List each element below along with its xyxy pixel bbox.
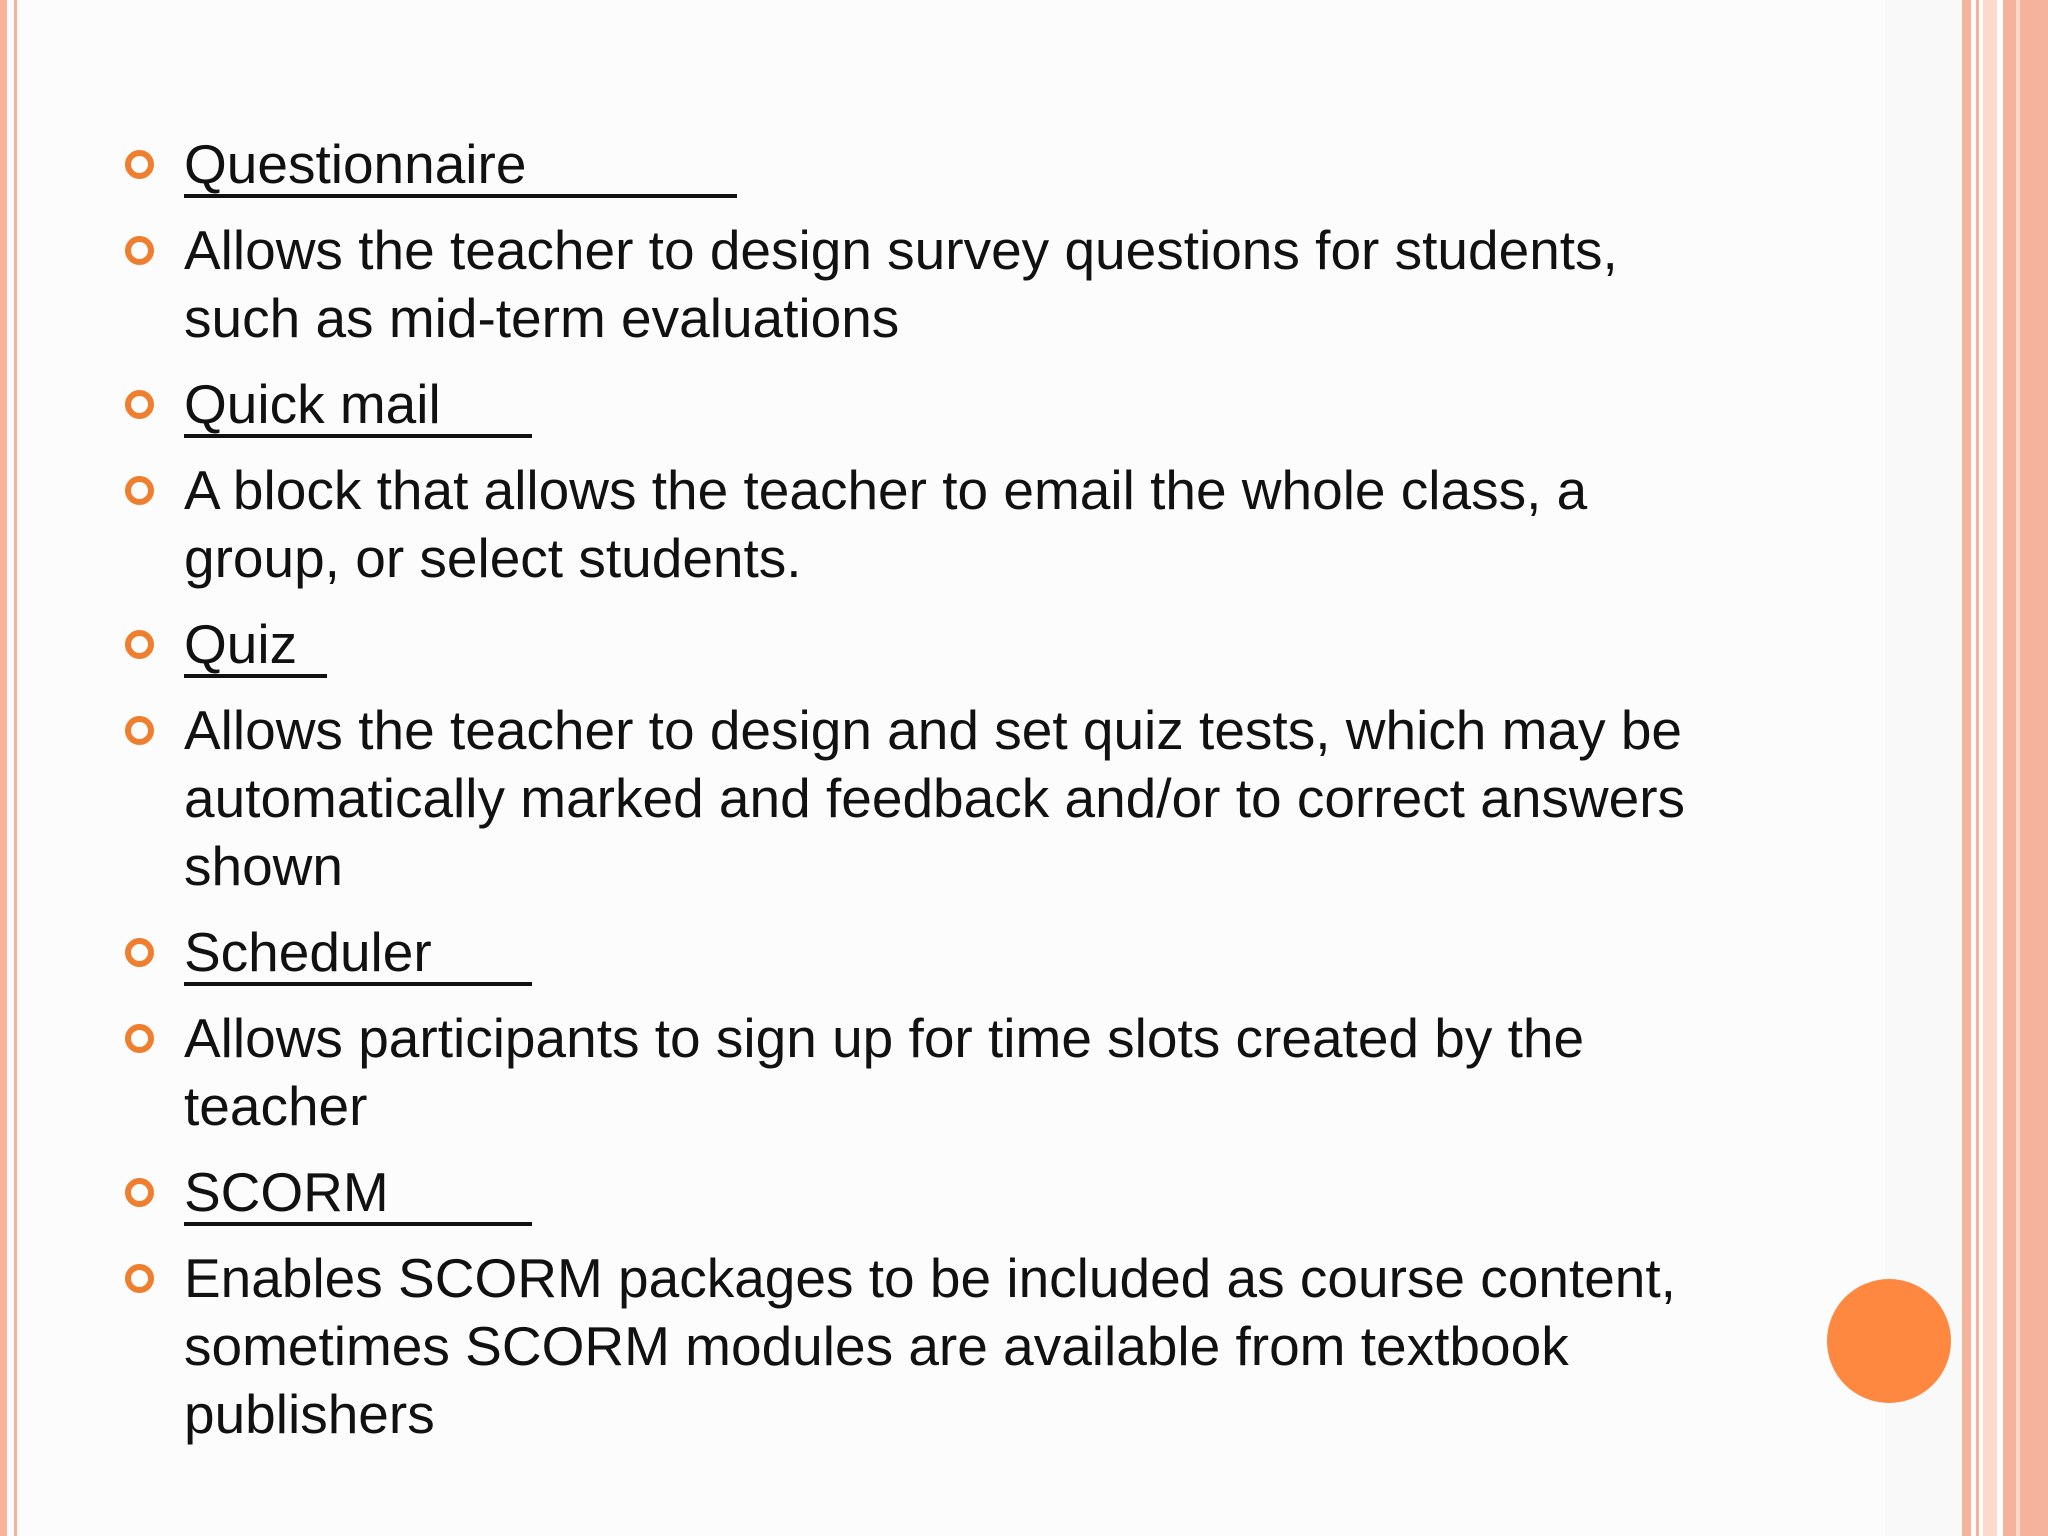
list-item-description <box>125 696 1805 900</box>
item-description: Allows participants to sign up for time slots created by the teacher <box>184 1007 1585 1137</box>
bullet-list <box>125 130 1805 1466</box>
decorative-orange-circle <box>1827 1279 1951 1403</box>
list-item-heading <box>125 1158 1805 1226</box>
ring-bullet-icon <box>125 1178 154 1207</box>
list-item-heading <box>125 918 1805 986</box>
right-border-band <box>2003 0 2048 1536</box>
ring-bullet-icon <box>125 150 154 179</box>
list-item-heading <box>125 130 684 198</box>
ring-bullet-icon <box>125 1024 154 1053</box>
right-border-stripe-light <box>1983 0 1997 1536</box>
item-heading: Questionnaire <box>184 134 737 198</box>
ring-bullet-icon <box>125 476 154 505</box>
left-border-line <box>0 0 7 1536</box>
right-border-stripe <box>1962 0 1971 1536</box>
ring-bullet-icon <box>125 938 154 967</box>
item-heading: Quick mail <box>184 374 532 438</box>
list-item-description <box>125 216 1804 352</box>
item-heading: SCORM <box>184 1162 532 1226</box>
ring-bullet-icon <box>125 1264 154 1293</box>
item-description: Allows the teacher to design and set quiz tests, which may be automatically marked and feedback and/or to correct answers shown <box>184 699 1686 897</box>
list-item-description <box>125 1004 1805 1140</box>
list-item-description <box>125 1244 1805 1448</box>
ring-bullet-icon <box>125 390 154 419</box>
ring-bullet-icon <box>125 716 154 745</box>
list-item-heading <box>125 610 1805 678</box>
left-border-line-thin <box>14 0 17 1536</box>
item-heading: Quiz <box>184 614 327 678</box>
item-description: A block that allows the teacher to email the whole class, a group, or select students. <box>184 459 1588 589</box>
ring-bullet-icon <box>125 236 154 265</box>
right-border-band-highlight <box>2016 0 2020 1536</box>
item-description: Enables SCORM packages to be included as course content, sometimes SCORM modules are available from textbook publishers <box>184 1247 1676 1445</box>
right-border-stripe-thin <box>1976 0 1979 1536</box>
item-heading: Scheduler <box>184 922 532 986</box>
list-item-heading <box>125 370 1805 438</box>
list-item-description <box>125 456 1805 592</box>
item-description: Allows the teacher to design survey questions for students, such as mid-term evaluations <box>184 219 1618 349</box>
ring-bullet-icon <box>125 630 154 659</box>
